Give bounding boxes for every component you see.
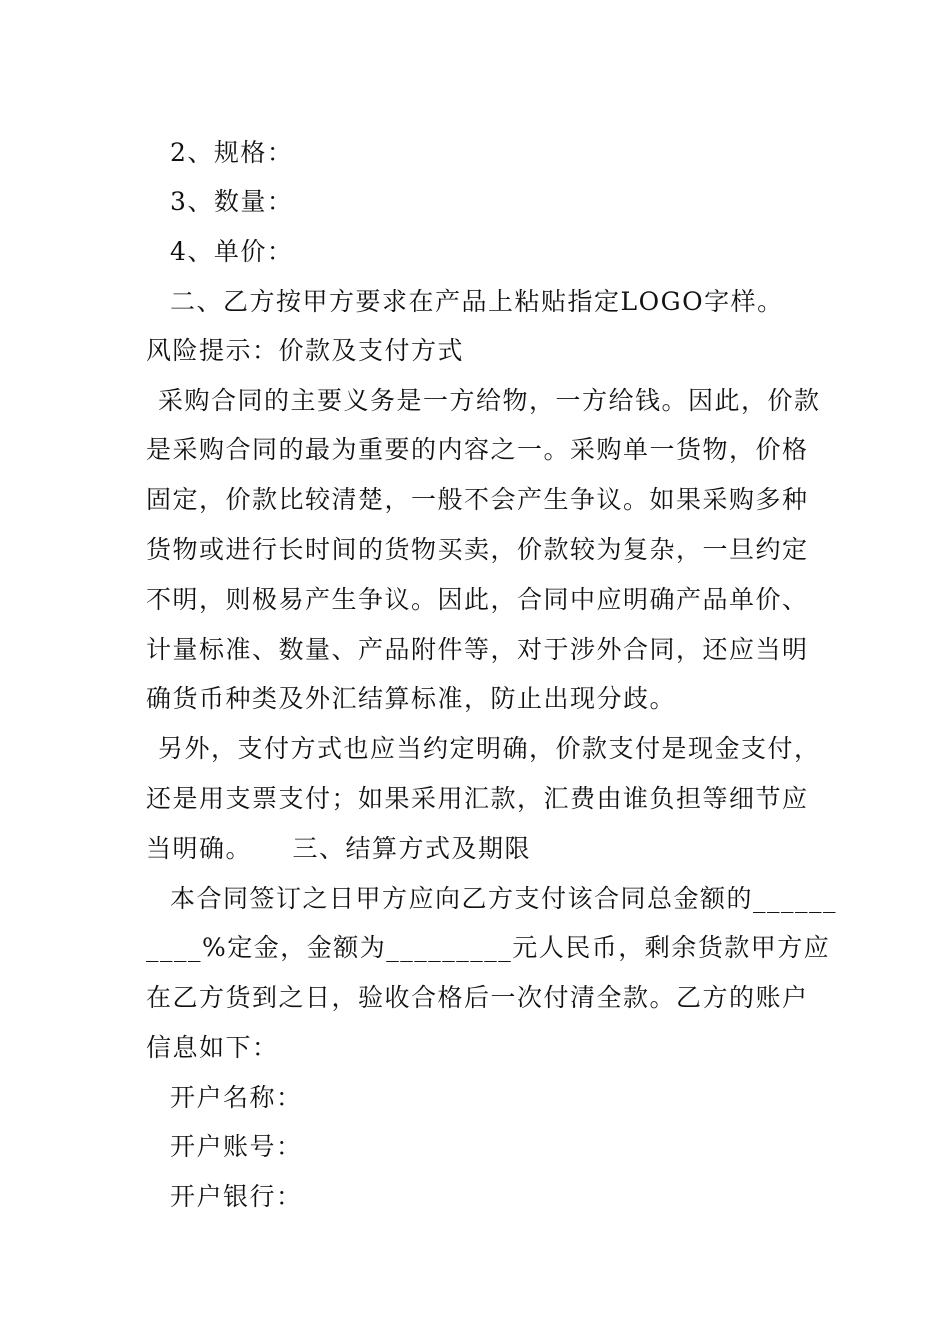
account-number-field: 开户账号： — [170, 1132, 303, 1161]
risk-para1-line: 固定，价款比较清楚，一般不会产生争议。如果采购多种 — [146, 485, 809, 514]
clause-two: 二、乙方按甲方要求在产品上粘贴指定LOGO字样。 — [170, 287, 784, 316]
account-bank-field: 开户银行： — [170, 1182, 303, 1211]
risk-para1-line: 确货币种类及外汇结算标准，防止出现分歧。 — [146, 684, 677, 713]
settlement-line: ____%定金，金额为_________元人民币，剩余货款甲方应 — [146, 933, 831, 962]
quantity-item: 3、数量： — [170, 187, 294, 216]
risk-para2-line: 另外，支付方式也应当约定明确，价款支付是现金支付， — [158, 734, 821, 763]
unit-price-item: 4、单价： — [170, 237, 294, 266]
risk-para1-line: 采购合同的主要义务是一方给物，一方给钱。因此，价款 — [158, 386, 821, 415]
risk-para1-line: 是采购合同的最为重要的内容之一。采购单一货物，价格 — [146, 435, 809, 464]
risk-para1-line: 货物或进行长时间的货物买卖，价款较为复杂，一旦约定 — [146, 535, 809, 564]
risk-para1-line: 不明，则极易产生争议。因此，合同中应明确产品单价、 — [146, 585, 809, 614]
risk-para2-line: 当明确。 三、结算方式及期限 — [146, 834, 532, 863]
spec-item: 2、规格： — [170, 138, 294, 167]
settlement-line: 本合同签订之日甲方应向乙方支付该合同总金额的______ — [170, 884, 838, 913]
settlement-line: 在乙方货到之日，验收合格后一次付清全款。乙方的账户 — [146, 983, 809, 1012]
settlement-line: 信息如下： — [146, 1033, 279, 1062]
risk-heading: 风险提示：价款及支付方式 — [146, 336, 465, 365]
risk-para1-line: 计量标准、数量、产品附件等，对于涉外合同，还应当明 — [146, 635, 809, 664]
account-name-field: 开户名称： — [170, 1083, 303, 1112]
risk-para2-line: 还是用支票支付；如果采用汇款，汇费由谁负担等细节应 — [146, 784, 809, 813]
